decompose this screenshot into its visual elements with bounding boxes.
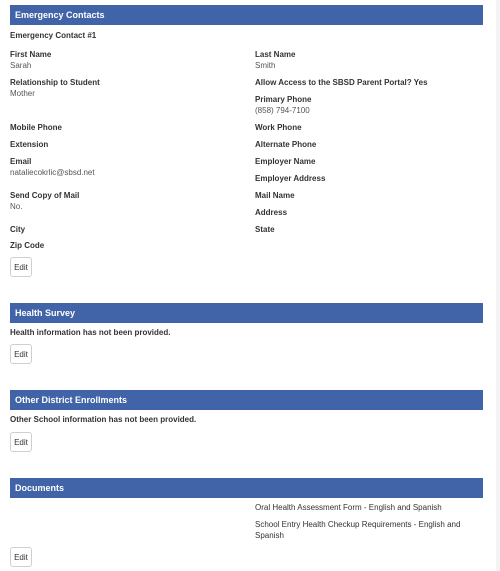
parent-portal-access bbox=[255, 78, 428, 87]
state-label: State bbox=[255, 225, 275, 234]
other-district-edit-button[interactable]: Edit bbox=[10, 432, 32, 452]
parent-portal-access-label: Allow Access to the SBSD Parent Portal? bbox=[255, 78, 412, 87]
health-survey-header: Health Survey bbox=[10, 303, 483, 323]
other-district-enrollments-header: Other District Enrollments bbox=[10, 390, 483, 410]
mail-name-label: Mail Name bbox=[255, 191, 295, 200]
city-label: City bbox=[10, 225, 26, 234]
relationship-label: Relationship to Student bbox=[10, 78, 100, 87]
mobile-phone-label: Mobile Phone bbox=[10, 123, 62, 132]
work-phone-label: Work Phone bbox=[255, 123, 302, 132]
first-name-value: Sarah bbox=[10, 61, 32, 70]
relationship-value: Mother bbox=[10, 89, 35, 98]
email-label: Email bbox=[10, 157, 32, 166]
send-copy-of-mail-label: Send Copy of Mail bbox=[10, 191, 80, 200]
first-name-label: First Name bbox=[10, 50, 52, 59]
other-district-message: Other School information has not been provided. bbox=[10, 415, 197, 424]
alternate-phone-label: Alternate Phone bbox=[255, 140, 317, 149]
emergency-edit-button[interactable]: Edit bbox=[10, 257, 32, 277]
health-survey-edit-button[interactable]: Edit bbox=[10, 344, 32, 364]
document-link-entry-health-cont[interactable]: Spanish bbox=[255, 531, 284, 540]
zip-code-label: Zip Code bbox=[10, 241, 45, 250]
document-link-entry-health[interactable]: School Entry Health Checkup Requirements - English and bbox=[255, 520, 461, 529]
employer-name-label: Employer Name bbox=[255, 157, 316, 166]
last-name-label: Last Name bbox=[255, 50, 296, 59]
address-label: Address bbox=[255, 208, 288, 217]
health-survey-message: Health information has not been provided. bbox=[10, 328, 171, 337]
document-link-oral-health[interactable]: Oral Health Assessment Form - English and Spanish bbox=[255, 503, 442, 512]
last-name-value: Smith bbox=[255, 61, 276, 70]
documents-header: Documents bbox=[10, 478, 483, 498]
emergency-contact-title: Emergency Contact #1 bbox=[10, 31, 97, 40]
emergency-contacts-header: Emergency Contacts bbox=[10, 5, 483, 25]
documents-edit-button[interactable]: Edit bbox=[10, 547, 32, 567]
parent-portal-access-value: Yes bbox=[413, 78, 428, 87]
send-copy-of-mail-value: No. bbox=[10, 202, 23, 211]
employer-address-label: Employer Address bbox=[255, 174, 326, 183]
extension-label: Extension bbox=[10, 140, 49, 149]
scrollbar[interactable] bbox=[496, 0, 500, 571]
primary-phone-label: Primary Phone bbox=[255, 95, 312, 104]
primary-phone-value: (858) 794-7100 bbox=[255, 106, 310, 115]
email-value: nataliecokrlic@sbsd.net bbox=[10, 168, 95, 177]
